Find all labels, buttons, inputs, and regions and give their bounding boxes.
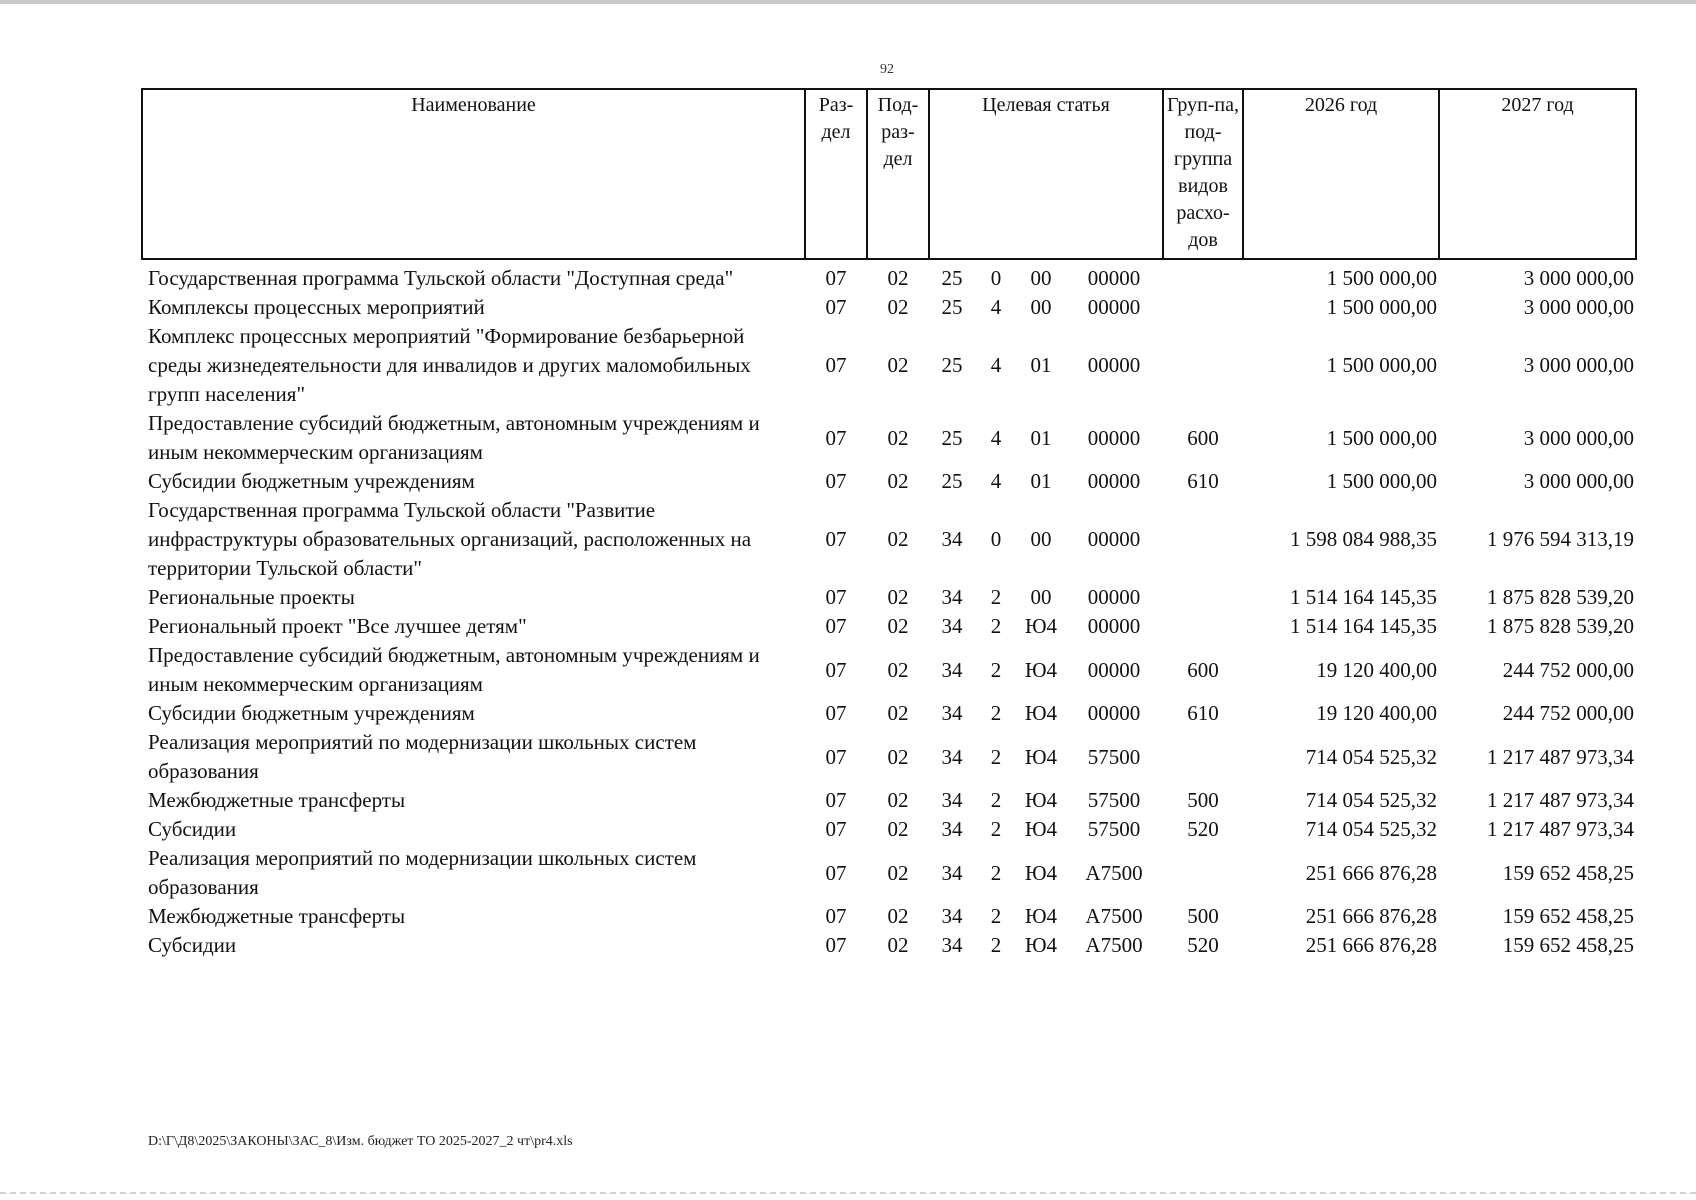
row-name-cell: Межбюджетные трансферты (148, 788, 406, 812)
row-target-program-cell: 34 (941, 585, 963, 609)
row-target-program-cell: 25 (941, 266, 963, 290)
row-target-subprogram-cell: Ю4 (1024, 701, 1058, 725)
header-2026: 2026 год (1243, 89, 1439, 259)
row-razdel-cell: 07 (825, 295, 847, 319)
row-target-subprogram-cell: Ю4 (1024, 744, 1058, 769)
row-2027-amount-cell: 1 217 487 973,34 (1487, 788, 1635, 812)
row-podrazdel-cell: 02 (887, 744, 909, 769)
row-expense-group-cell (1163, 322, 1243, 409)
row-target-program-cell: 34 (941, 701, 963, 725)
row-expense-group-cell: 610 (1187, 701, 1219, 725)
table-row (142, 902, 1636, 931)
table-body (142, 259, 1636, 960)
row-2026-amount-cell: 1 514 164 145,35 (1290, 614, 1438, 638)
table-row (142, 409, 1636, 467)
row-razdel-cell: 07 (825, 353, 847, 377)
row-target-direction-cell: 00000 (1087, 527, 1141, 551)
row-target-type-cell: 0 (990, 266, 1002, 290)
row-2027-amount-cell: 1 976 594 313,19 (1487, 527, 1635, 551)
row-target-direction-cell: А7500 (1085, 860, 1143, 885)
row-razdel-cell: 07 (825, 817, 847, 841)
table-row (142, 259, 1636, 293)
row-2027-amount-cell: 3 000 000,00 (1523, 469, 1635, 493)
row-expense-group-cell (1163, 496, 1243, 583)
row-2026-amount-cell: 1 500 000,00 (1326, 295, 1438, 319)
row-razdel-cell: 07 (825, 657, 847, 682)
row-razdel-cell: 07 (825, 527, 847, 551)
row-expense-group-cell (1163, 612, 1243, 641)
row-name-cell: Государственная программа Тульской области "Развитие инфраструктуры образовательных организаций, расположенных на территории Тульской области" (148, 498, 752, 580)
row-name-cell: Субсидии (148, 817, 237, 841)
row-podrazdel-cell: 02 (887, 353, 909, 377)
row-2026-amount-cell: 251 666 876,28 (1305, 904, 1438, 928)
row-expense-group-cell: 520 (1187, 817, 1219, 841)
row-target-subprogram-cell: Ю4 (1024, 860, 1058, 885)
row-target-program-cell: 34 (941, 527, 963, 551)
row-name-cell: Региональные проекты (148, 585, 355, 609)
file-path-footer: D:\Г\Д8\2025\ЗАКОНЫ\ЗАС_8\Изм. бюджет ТО 2025-2027_2 чт\pr4.xls (148, 1134, 573, 1149)
row-target-subprogram-cell: Ю4 (1024, 904, 1058, 928)
row-target-type-cell: 2 (990, 817, 1002, 841)
row-razdel-cell: 07 (825, 860, 847, 885)
header-podrazdel-text: Под-раз-дел (877, 94, 919, 170)
row-razdel-cell: 07 (825, 614, 847, 638)
header-razdel (805, 89, 867, 259)
row-target-type-cell: 2 (990, 657, 1002, 682)
row-target-type-cell: 4 (990, 295, 1002, 319)
row-name-cell: Субсидии (148, 933, 237, 957)
row-expense-group-cell (1163, 259, 1243, 293)
row-expense-group-cell (1163, 844, 1243, 902)
row-target-program-cell: 34 (941, 788, 963, 812)
row-target-direction-cell: 00000 (1087, 266, 1141, 290)
row-2027-amount-cell: 159 652 458,25 (1502, 904, 1635, 928)
row-2027-amount-cell: 3 000 000,00 (1523, 353, 1635, 377)
row-2026-amount-cell: 251 666 876,28 (1305, 860, 1438, 885)
row-name-cell: Предоставление субсидий бюджетным, автономным учреждениям и иным некоммерческим организациям (148, 411, 760, 464)
budget-table (141, 88, 1637, 960)
row-target-subprogram-cell: 00 (1030, 295, 1052, 319)
row-razdel-cell: 07 (825, 788, 847, 812)
row-2026-amount-cell: 251 666 876,28 (1305, 933, 1438, 957)
row-target-direction-cell: 00000 (1087, 585, 1141, 609)
row-razdel-cell: 07 (825, 904, 847, 928)
row-target-direction-cell: 00000 (1087, 701, 1141, 725)
row-2027-amount-cell: 159 652 458,25 (1502, 860, 1635, 885)
row-target-program-cell: 25 (941, 425, 963, 450)
row-2027-amount-cell: 3 000 000,00 (1523, 266, 1635, 290)
row-target-type-cell: 2 (990, 904, 1002, 928)
row-target-program-cell: 34 (941, 860, 963, 885)
row-target-subprogram-cell: Ю4 (1024, 933, 1058, 957)
row-target-program-cell: 34 (941, 614, 963, 638)
row-2026-amount-cell: 19 120 400,00 (1316, 701, 1438, 725)
row-target-type-cell: 2 (990, 788, 1002, 812)
row-razdel-cell: 07 (825, 933, 847, 957)
row-expense-group-cell (1163, 293, 1243, 322)
row-2026-amount-cell: 714 054 525,32 (1305, 817, 1438, 841)
row-target-type-cell: 4 (990, 425, 1002, 450)
row-podrazdel-cell: 02 (887, 527, 909, 551)
table-row (142, 496, 1636, 583)
header-razdel-text: Раз-дел (818, 94, 854, 143)
row-target-program-cell: 25 (941, 469, 963, 493)
table-row (142, 815, 1636, 844)
table-row (142, 467, 1636, 496)
row-2027-amount-cell: 244 752 000,00 (1502, 657, 1635, 682)
row-2026-amount-cell: 714 054 525,32 (1305, 744, 1438, 769)
row-podrazdel-cell: 02 (887, 817, 909, 841)
row-target-program-cell: 34 (941, 904, 963, 928)
row-target-direction-cell: 57500 (1087, 744, 1141, 769)
scan-edge-bottom (0, 1192, 1696, 1196)
row-podrazdel-cell: 02 (887, 904, 909, 928)
header-podrazdel (867, 89, 929, 259)
row-target-direction-cell: 00000 (1087, 295, 1141, 319)
row-expense-group-cell: 600 (1187, 657, 1219, 682)
table-row (142, 786, 1636, 815)
scan-edge-top (0, 0, 1696, 4)
header-expense-group (1163, 89, 1243, 259)
row-name-cell: Реализация мероприятий по модернизации школьных систем образования (148, 730, 697, 783)
table-row (142, 293, 1636, 322)
row-2026-amount-cell: 714 054 525,32 (1305, 788, 1438, 812)
row-name-cell: Комплекс процессных мероприятий "Формирование безбарьерной среды жизнедеятельности для инвалидов и других маломобильных групп населения" (148, 324, 751, 406)
row-podrazdel-cell: 02 (887, 614, 909, 638)
row-podrazdel-cell: 02 (887, 788, 909, 812)
header-2027: 2027 год (1439, 89, 1636, 259)
header-name: Наименование (142, 89, 805, 259)
table-row (142, 612, 1636, 641)
row-2027-amount-cell: 244 752 000,00 (1502, 701, 1635, 725)
row-name-cell: Межбюджетные трансферты (148, 904, 406, 928)
row-2027-amount-cell: 3 000 000,00 (1523, 425, 1635, 450)
row-2026-amount-cell: 1 500 000,00 (1326, 425, 1438, 450)
row-target-subprogram-cell: 00 (1030, 266, 1052, 290)
row-name-cell: Реализация мероприятий по модернизации школьных систем образования (148, 846, 697, 899)
row-target-direction-cell: А7500 (1085, 933, 1143, 957)
row-razdel-cell: 07 (825, 701, 847, 725)
row-target-subprogram-cell: 01 (1030, 425, 1052, 450)
row-razdel-cell: 07 (825, 744, 847, 769)
row-target-type-cell: 2 (990, 933, 1002, 957)
row-target-subprogram-cell: 00 (1030, 585, 1052, 609)
row-target-program-cell: 25 (941, 295, 963, 319)
row-2027-amount-cell: 1 217 487 973,34 (1487, 817, 1635, 841)
row-target-type-cell: 2 (990, 585, 1002, 609)
row-expense-group-cell (1163, 728, 1243, 786)
row-target-direction-cell: 00000 (1087, 353, 1141, 377)
table-row (142, 699, 1636, 728)
row-target-direction-cell: 57500 (1087, 817, 1141, 841)
row-name-cell: Субсидии бюджетным учреждениям (148, 469, 475, 493)
row-target-direction-cell: 00000 (1087, 657, 1141, 682)
row-expense-group-cell: 600 (1187, 425, 1219, 450)
row-2026-amount-cell: 1 500 000,00 (1326, 469, 1438, 493)
row-2026-amount-cell: 1 500 000,00 (1326, 353, 1438, 377)
table-row (142, 322, 1636, 409)
row-podrazdel-cell: 02 (887, 933, 909, 957)
row-podrazdel-cell: 02 (887, 469, 909, 493)
row-podrazdel-cell: 02 (887, 266, 909, 290)
row-razdel-cell: 07 (825, 266, 847, 290)
row-target-program-cell: 25 (941, 353, 963, 377)
row-target-type-cell: 2 (990, 860, 1002, 885)
row-target-direction-cell: 00000 (1087, 614, 1141, 638)
row-target-direction-cell: А7500 (1085, 904, 1143, 928)
row-podrazdel-cell: 02 (887, 657, 909, 682)
row-razdel-cell: 07 (825, 469, 847, 493)
header-expense-group-text: Груп-па, под-группа видов расхо-дов (1167, 94, 1240, 251)
row-razdel-cell: 07 (825, 425, 847, 450)
row-razdel-cell: 07 (825, 585, 847, 609)
table-row (142, 641, 1636, 699)
row-expense-group-cell: 500 (1187, 904, 1219, 928)
row-name-cell: Предоставление субсидий бюджетным, автономным учреждениям и иным некоммерческим организациям (148, 643, 760, 696)
row-target-type-cell: 2 (990, 614, 1002, 638)
row-2027-amount-cell: 1 875 828 539,20 (1487, 585, 1635, 609)
row-target-subprogram-cell: 00 (1030, 527, 1052, 551)
row-target-program-cell: 34 (941, 933, 963, 957)
row-target-direction-cell: 00000 (1087, 425, 1141, 450)
row-target-type-cell: 4 (990, 353, 1002, 377)
table-row (142, 931, 1636, 960)
row-2027-amount-cell: 1 217 487 973,34 (1487, 744, 1635, 769)
row-target-subprogram-cell: 01 (1030, 353, 1052, 377)
table-header (142, 89, 1636, 259)
budget-table-container (141, 88, 1635, 960)
row-target-subprogram-cell: Ю4 (1024, 817, 1058, 841)
table-row (142, 583, 1636, 612)
row-expense-group-cell: 500 (1187, 788, 1219, 812)
table-row (142, 728, 1636, 786)
row-podrazdel-cell: 02 (887, 860, 909, 885)
row-2026-amount-cell: 1 598 084 988,35 (1290, 527, 1438, 551)
page-number: 92 (880, 62, 894, 77)
row-expense-group-cell: 520 (1187, 933, 1219, 957)
table-row (142, 844, 1636, 902)
row-2026-amount-cell: 1 514 164 145,35 (1290, 585, 1438, 609)
row-target-program-cell: 34 (941, 817, 963, 841)
row-target-direction-cell: 00000 (1087, 469, 1141, 493)
row-podrazdel-cell: 02 (887, 295, 909, 319)
row-target-subprogram-cell: Ю4 (1024, 788, 1058, 812)
row-podrazdel-cell: 02 (887, 701, 909, 725)
row-target-subprogram-cell: Ю4 (1024, 657, 1058, 682)
row-2026-amount-cell: 1 500 000,00 (1326, 266, 1438, 290)
row-target-type-cell: 0 (990, 527, 1002, 551)
header-target-article: Целевая статья (929, 89, 1163, 259)
row-target-program-cell: 34 (941, 744, 963, 769)
row-expense-group-cell: 610 (1187, 469, 1219, 493)
row-name-cell: Субсидии бюджетным учреждениям (148, 701, 475, 725)
row-target-direction-cell: 57500 (1087, 788, 1141, 812)
row-podrazdel-cell: 02 (887, 425, 909, 450)
row-expense-group-cell (1163, 583, 1243, 612)
row-name-cell: Государственная программа Тульской области "Доступная среда" (148, 266, 734, 290)
row-target-type-cell: 4 (990, 469, 1002, 493)
row-2026-amount-cell: 19 120 400,00 (1316, 657, 1438, 682)
row-name-cell: Комплексы процессных мероприятий (148, 295, 485, 319)
row-target-type-cell: 2 (990, 744, 1002, 769)
row-2027-amount-cell: 1 875 828 539,20 (1487, 614, 1635, 638)
row-2027-amount-cell: 159 652 458,25 (1502, 933, 1635, 957)
row-podrazdel-cell: 02 (887, 585, 909, 609)
row-target-program-cell: 34 (941, 657, 963, 682)
row-target-subprogram-cell: 01 (1030, 469, 1052, 493)
row-name-cell: Региональный проект "Все лучшее детям" (148, 614, 527, 638)
row-target-subprogram-cell: Ю4 (1024, 614, 1058, 638)
row-target-type-cell: 2 (990, 701, 1002, 725)
row-2027-amount-cell: 3 000 000,00 (1523, 295, 1635, 319)
